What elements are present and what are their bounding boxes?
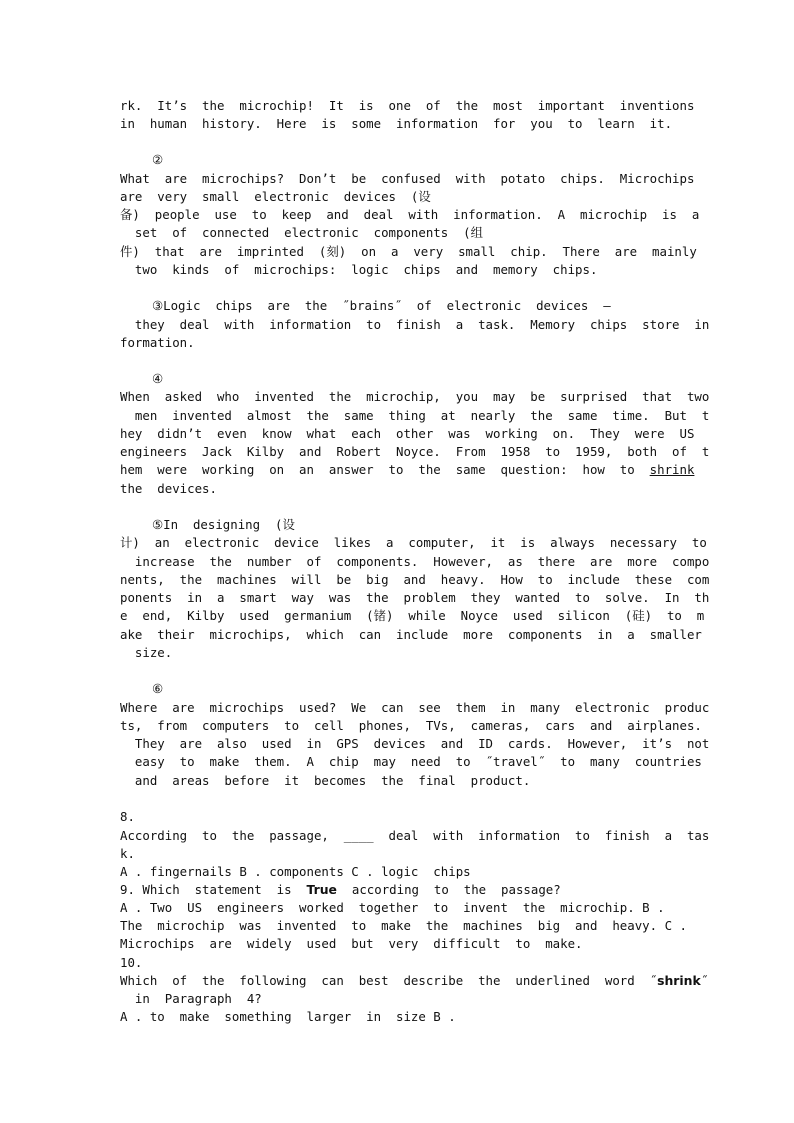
paragraph-2-line: 备) people use to keep and deal with information. A microchip is a bbox=[120, 207, 700, 222]
question-10-text: ˝ bbox=[700, 973, 709, 988]
paragraph-5-line: increase the number of components. However, as there are more compo bbox=[120, 554, 710, 569]
question-10-number: 10. bbox=[120, 955, 143, 970]
question-8-options: A . fingernails B . components C . logic chips bbox=[120, 864, 471, 879]
question-8-stem: According to the passage, ____ deal with information to finish a tas bbox=[120, 828, 710, 843]
question-10-stem: in Paragraph 4? bbox=[120, 991, 262, 1006]
question-9-text: according to the passage? bbox=[336, 882, 561, 897]
paragraph-6-line: Where are microchips used? We can see them in many electronic produc bbox=[120, 700, 710, 715]
paragraph-3-line: ③Logic chips are the ˝brains˝ of electronic devices — bbox=[152, 298, 611, 313]
paragraph-4-text: hem were working on an answer to the same question: how to bbox=[120, 462, 650, 477]
paragraph-4-line: engineers Jack Kilby and Robert Noyce. From 1958 to 1959, both of t bbox=[120, 444, 710, 459]
question-10-stem bbox=[120, 972, 708, 990]
question-10-text: Which of the following can best describe the underlined word ˝ bbox=[120, 973, 658, 988]
question-9-stem bbox=[120, 881, 561, 899]
paragraph-2-line: What are microchips? Don’t be confused with potato chips. Microchips bbox=[120, 171, 695, 186]
question-9-options: The microchip was invented to make the machines big and heavy. C . bbox=[120, 918, 687, 933]
question-9-options: A . Two US engineers worked together to invent the microchip. B . bbox=[120, 900, 665, 915]
paragraph-5-line: ⑤In designing (设 bbox=[152, 517, 295, 532]
paragraph-6-marker: ⑥ bbox=[152, 681, 164, 696]
paragraph-5-line: size. bbox=[120, 645, 173, 660]
paragraph-3-line: they deal with information to finish a task. Memory chips store in bbox=[120, 317, 710, 332]
paragraph-2-line: set of connected electronic components (组 bbox=[120, 225, 484, 240]
paragraph-4-line: men invented almost the same thing at nearly the same time. But t bbox=[120, 408, 710, 423]
paragraph-6-line: and areas before it becomes the final product. bbox=[120, 773, 531, 788]
paragraph-5-line: ake their microchips, which can include more components in a smaller bbox=[120, 627, 702, 642]
paragraph-6-line: easy to make them. A chip may need to ˝travel˝ to many countries bbox=[120, 754, 702, 769]
paragraph-2-marker: ② bbox=[152, 152, 164, 167]
paragraph-6-line: They are also used in GPS devices and ID cards. However, it’s not bbox=[120, 736, 710, 751]
paragraph-5-line: ponents in a smart way was the problem they wanted to solve. In th bbox=[120, 590, 710, 605]
question-10-bold-shrink: shrink bbox=[657, 973, 701, 988]
paragraph-2-line: 件) that are imprinted (刻) on a very small chip. There are mainly bbox=[120, 244, 697, 259]
paragraph-5-line: nents, the machines will be big and heavy. How to include these com bbox=[120, 572, 710, 587]
question-9-bold-true: True bbox=[306, 882, 337, 897]
question-8-stem: k. bbox=[120, 846, 135, 861]
intro-line-1: rk. It’s the microchip! It is one of the most important inventions bbox=[120, 98, 695, 113]
paragraph-6-line: ts, from computers to cell phones, TVs, cameras, cars and airplanes. bbox=[120, 718, 702, 733]
paragraph-4-line bbox=[120, 461, 694, 479]
paragraph-5-line: e end, Kilby used germanium (锗) while Noyce used silicon (硅) to m bbox=[120, 608, 705, 623]
question-10-options: A . to make something larger in size B . bbox=[120, 1009, 456, 1024]
question-9-options: Microchips are widely used but very difficult to make. bbox=[120, 936, 583, 951]
paragraph-4-marker: ④ bbox=[152, 371, 164, 386]
paragraph-4-line: the devices. bbox=[120, 481, 217, 496]
paragraph-3-line: formation. bbox=[120, 335, 195, 350]
paragraph-4-line: hey didn’t even know what each other was working on. They were US bbox=[120, 426, 695, 441]
question-9-text: 9. Which statement is bbox=[120, 882, 307, 897]
paragraph-4-line: When asked who invented the microchip, you may be surprised that two bbox=[120, 389, 710, 404]
paragraph-5-line: 计) an electronic device likes a computer, it is always necessary to bbox=[120, 535, 707, 550]
intro-line-2: in human history. Here is some information for you to learn it. bbox=[120, 116, 673, 131]
paragraph-2-line: two kinds of microchips: logic chips and memory chips. bbox=[120, 262, 598, 277]
question-8-number: 8. bbox=[120, 809, 135, 824]
underlined-word-shrink: shrink bbox=[649, 462, 695, 477]
paragraph-2-line: are very small electronic devices (设 bbox=[120, 189, 431, 204]
